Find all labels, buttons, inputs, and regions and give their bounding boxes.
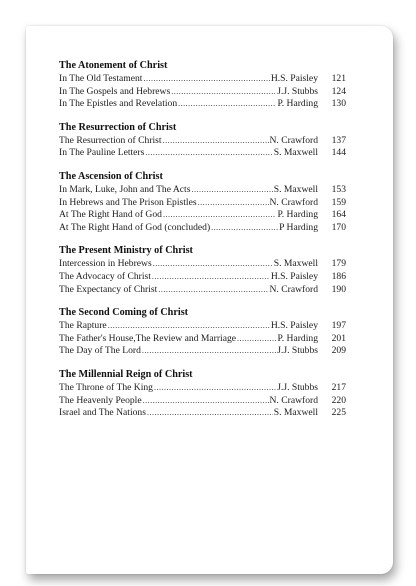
dot-leader bbox=[158, 284, 268, 297]
entry-page-number: 164 bbox=[331, 209, 346, 221]
entry-title: The Father's House,The Review and Marriage bbox=[59, 332, 237, 344]
toc-entry bbox=[59, 333, 346, 346]
toc-entry bbox=[59, 197, 346, 210]
toc-entry bbox=[59, 147, 346, 160]
entry-author: P. Harding bbox=[277, 332, 318, 344]
dot-leader bbox=[163, 135, 269, 148]
toc-entry bbox=[59, 209, 346, 222]
entry-author: N. Crawford bbox=[269, 394, 318, 406]
dot-leader bbox=[191, 184, 272, 197]
toc-entry bbox=[59, 98, 346, 111]
entry-page-number: 190 bbox=[331, 283, 346, 295]
entry-title: The Rapture bbox=[59, 320, 107, 332]
toc-section bbox=[59, 244, 346, 296]
dot-leader bbox=[145, 147, 272, 160]
entry-title: The Expectancy of Christ bbox=[59, 283, 158, 295]
entry-page-number: 201 bbox=[331, 332, 346, 344]
toc-section bbox=[59, 121, 346, 160]
dot-leader bbox=[147, 407, 273, 420]
entry-page-number: 179 bbox=[331, 258, 346, 270]
toc-section bbox=[59, 306, 346, 358]
entry-page-number: 137 bbox=[331, 134, 346, 146]
entry-title: The Advocacy of Christ bbox=[59, 270, 151, 282]
entry-author: H.S. Paisley bbox=[270, 320, 318, 332]
entry-title: In The Pauline Letters bbox=[59, 147, 145, 159]
entry-title: In The Epistles and Revelation bbox=[59, 98, 178, 110]
entry-author: N. Crawford bbox=[269, 283, 318, 295]
entry-author: S. Maxwell bbox=[273, 258, 318, 270]
entry-author: P. Harding bbox=[277, 209, 318, 221]
entry-author: H.S. Paisley bbox=[270, 270, 318, 282]
entry-author: J.J. Stubbs bbox=[277, 85, 318, 97]
toc-section bbox=[59, 170, 346, 234]
entry-page-number: 209 bbox=[331, 345, 346, 357]
section-title: The Atonement of Christ bbox=[59, 60, 168, 71]
entry-title: The Heavenly People bbox=[59, 394, 142, 406]
entry-title: In Hebrews and The Prison Epistles bbox=[59, 196, 197, 208]
section-title: The Millennial Reign of Christ bbox=[59, 368, 193, 380]
entry-page-number: 153 bbox=[331, 183, 346, 195]
toc-section bbox=[59, 368, 346, 420]
dot-leader bbox=[198, 197, 269, 210]
entry-author: N. Crawford bbox=[269, 196, 318, 208]
entry-author: P Harding bbox=[279, 221, 318, 233]
dot-leader bbox=[143, 395, 269, 408]
entry-page-number: 144 bbox=[331, 147, 346, 159]
toc-entry bbox=[59, 345, 346, 358]
entry-page-number: 186 bbox=[331, 270, 346, 282]
entry-title: The Resurrection of Christ bbox=[59, 134, 162, 146]
entry-title: In The Old Testament bbox=[59, 73, 143, 84]
toc-entry bbox=[59, 320, 346, 333]
entry-page-number: 220 bbox=[331, 394, 346, 406]
section-title: The Ascension of Christ bbox=[59, 170, 163, 182]
dot-leader bbox=[178, 98, 276, 111]
toc-entry bbox=[59, 395, 346, 408]
dot-leader bbox=[163, 209, 277, 222]
entry-title: At The Right Hand of God bbox=[59, 209, 162, 221]
toc-entry bbox=[59, 284, 346, 297]
entry-title: In The Gospels and Hebrews bbox=[59, 85, 171, 97]
entry-page-number: 197 bbox=[331, 320, 346, 332]
entry-author: N. Crawford bbox=[269, 134, 318, 146]
entry-title: The Throne of The King bbox=[59, 381, 153, 393]
section-title: The Present Ministry of Christ bbox=[59, 245, 193, 257]
entry-author: S. Maxwell bbox=[273, 147, 318, 159]
toc-entry bbox=[59, 222, 346, 235]
toc-entry bbox=[59, 382, 346, 395]
section-title: The Second Coming of Christ bbox=[59, 307, 189, 319]
dot-leader bbox=[171, 86, 276, 99]
dot-leader bbox=[108, 320, 270, 333]
entry-title: At The Right Hand of God (concluded) bbox=[59, 221, 211, 233]
entry-author: J.J. Stubbs bbox=[277, 345, 318, 357]
entry-author: J.J. Stubbs bbox=[277, 381, 318, 393]
entry-title: Intercession in Hebrews bbox=[59, 258, 152, 270]
entry-title: In Mark, Luke, John and The Acts bbox=[59, 183, 191, 195]
entry-author: S. Maxwell bbox=[273, 407, 318, 419]
entry-page-number: 121 bbox=[331, 73, 346, 84]
dot-leader bbox=[143, 73, 269, 86]
entry-author: H.S. Paisley bbox=[270, 73, 318, 84]
entry-page-number: 225 bbox=[331, 407, 346, 419]
entry-page-number: 124 bbox=[331, 85, 346, 97]
entry-page-number: 170 bbox=[331, 221, 346, 233]
entry-title: The Day of The Lord bbox=[59, 345, 141, 357]
section-title: The Resurrection of Christ bbox=[59, 121, 177, 133]
entry-author: P. Harding bbox=[277, 98, 318, 110]
entry-title: Israel and The Nations bbox=[59, 407, 146, 419]
entry-page-number: 130 bbox=[331, 98, 346, 110]
toc-entry bbox=[59, 407, 346, 420]
toc-entry bbox=[59, 73, 346, 86]
dot-leader bbox=[211, 222, 278, 235]
dot-leader bbox=[142, 345, 276, 358]
toc-entry bbox=[59, 86, 346, 99]
table-of-contents bbox=[59, 59, 346, 430]
book-page bbox=[26, 26, 393, 574]
entry-author: S. Maxwell bbox=[273, 183, 318, 195]
toc-entry bbox=[59, 184, 346, 197]
dot-leader bbox=[154, 382, 276, 395]
toc-entry bbox=[59, 258, 346, 271]
toc-section bbox=[59, 59, 346, 111]
toc-entry bbox=[59, 135, 346, 148]
entry-page-number: 217 bbox=[331, 381, 346, 393]
toc-entry bbox=[59, 271, 346, 284]
dot-leader bbox=[152, 271, 270, 284]
dot-leader bbox=[153, 258, 273, 271]
dot-leader bbox=[237, 333, 276, 346]
entry-page-number: 159 bbox=[331, 196, 346, 208]
